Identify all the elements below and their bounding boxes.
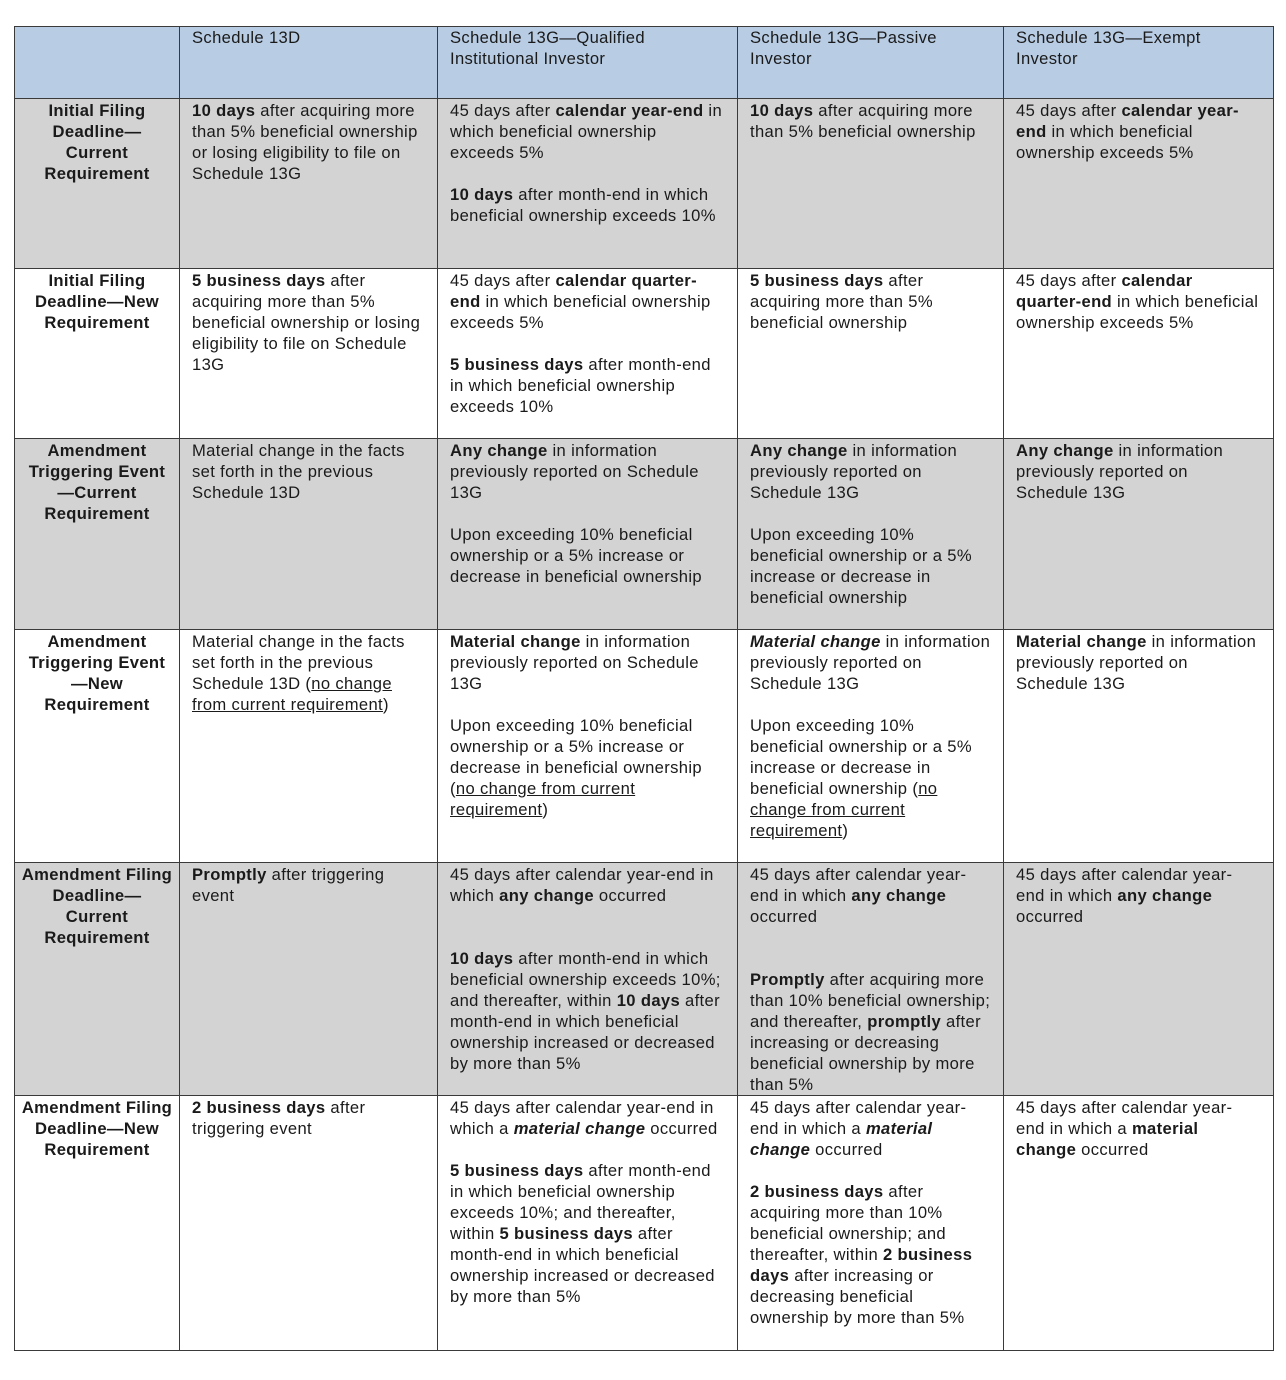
- cell-text: Upon exceeding 10% beneficial ownership or a 5% increase or decrease in beneficial ownership (no change from current requirement): [450, 716, 702, 819]
- cell-13d: [180, 1096, 438, 1351]
- cell-text: 45 days after calendar year-end in which beneficial ownership exceeds 5%: [1016, 101, 1239, 162]
- cell-13g-qualified: [438, 439, 738, 630]
- cell-text: 5 business days after acquiring more than 5% beneficial ownership or losing eligibility to file on Schedule 13G: [192, 271, 421, 374]
- cell-text: Promptly after acquiring more than 10% beneficial ownership; and thereafter, promptly after increasing or decreasing beneficial ownership by more than 5%: [750, 970, 991, 1094]
- col-header-13g-qualified: Schedule 13G—Qualified Institutional Investor: [438, 27, 738, 99]
- cell-text: Material change in information previously reported on Schedule 13G: [450, 632, 699, 693]
- cell-text: Material change in information previously reported on Schedule 13G: [1016, 632, 1257, 693]
- cell-text: Upon exceeding 10% beneficial ownership or a 5% increase or decrease in beneficial ownership: [750, 525, 972, 607]
- cell-13d: [180, 863, 438, 1096]
- cell-13g-exempt: [1004, 439, 1274, 630]
- table-row-amend-deadline-current: [15, 863, 1274, 1096]
- cell-13g-qualified: [438, 99, 738, 269]
- cell-13g-passive: [738, 630, 1004, 863]
- cell-text: Any change in information previously reported on Schedule 13G: [1016, 441, 1224, 502]
- col-header-13g-exempt: Schedule 13G—Exempt Investor: [1004, 27, 1274, 99]
- cell-text: Upon exceeding 10% beneficial ownership or a 5% increase or decrease in beneficial ownership: [450, 525, 702, 586]
- cell-13g-qualified: [438, 1096, 738, 1351]
- schedule-comparison-table: [14, 26, 1274, 1351]
- cell-text: 45 days after calendar quarter-end in which beneficial ownership exceeds 5%: [450, 271, 711, 332]
- cell-13g-passive: [738, 863, 1004, 1096]
- cell-text: 45 days after calendar year-end in which any change occurred: [450, 865, 714, 905]
- cell-13d: [180, 99, 438, 269]
- cell-text: Any change in information previously reported on Schedule 13G: [450, 441, 699, 502]
- cell-13g-passive: [738, 439, 1004, 630]
- cell-13g-exempt: [1004, 1096, 1274, 1351]
- cell-13g-exempt: [1004, 99, 1274, 269]
- cell-13g-passive: [738, 269, 1004, 439]
- cell-text: 5 business days after month-end in which beneficial ownership exceeds 10%; and thereafter, within 5 business days after month-end in which beneficial ownership increased or decreased by more than 5%: [450, 1161, 715, 1306]
- cell-13d: [180, 439, 438, 630]
- cell-text: 2 business days after acquiring more than 10% beneficial ownership; and thereafter, within 2 business days after increasing or decreasing beneficial ownership by more than 5%: [750, 1182, 973, 1327]
- cell-13g-qualified: [438, 863, 738, 1096]
- cell-text: 5 business days after month-end in which beneficial ownership exceeds 10%: [450, 355, 711, 416]
- cell-text: 10 days after acquiring more than 5% beneficial ownership or losing eligibility to file on Schedule 13G: [192, 101, 418, 183]
- cell-13d: [180, 269, 438, 439]
- corner-cell: [15, 27, 180, 99]
- cell-text: 10 days after month-end in which beneficial ownership exceeds 10%: [450, 185, 716, 225]
- cell-text: 5 business days after acquiring more than 5% beneficial ownership: [750, 271, 933, 332]
- cell-text: 45 days after calendar year-end in which any change occurred: [1016, 865, 1233, 926]
- cell-13g-exempt: [1004, 630, 1274, 863]
- cell-text: 10 days after acquiring more than 5% beneficial ownership: [750, 101, 976, 141]
- cell-13g-qualified: [438, 630, 738, 863]
- col-header-13d: Schedule 13D: [180, 27, 438, 99]
- table-row-amend-trigger-new: [15, 630, 1274, 863]
- cell-text: 45 days after calendar year-end in which any change occurred: [750, 865, 967, 926]
- cell-text: 45 days after calendar year-end in which a material change occurred: [750, 1098, 967, 1159]
- header-row: [15, 27, 1274, 99]
- cell-13g-qualified: [438, 269, 738, 439]
- cell-text: 45 days after calendar year-end in which a material change occurred: [1016, 1098, 1233, 1159]
- cell-13g-exempt: [1004, 863, 1274, 1096]
- table-row-amend-deadline-new: [15, 1096, 1274, 1351]
- cell-text: Upon exceeding 10% beneficial ownership or a 5% increase or decrease in beneficial ownership (no change from current requirement): [750, 716, 972, 840]
- cell-text: 45 days after calendar year-end in which beneficial ownership exceeds 5%: [450, 101, 723, 162]
- cell-13g-exempt: [1004, 269, 1274, 439]
- row-header: Amendment Triggering Event—Current Requirement: [15, 439, 180, 630]
- table-row-initial-new: [15, 269, 1274, 439]
- cell-text: 45 days after calendar quarter-end in which beneficial ownership exceeds 5%: [1016, 271, 1259, 332]
- cell-text: 2 business days after triggering event: [192, 1098, 366, 1138]
- cell-text: Any change in information previously reported on Schedule 13G: [750, 441, 958, 502]
- cell-text: Material change in the facts set forth in the previous Schedule 13D (no change from current requirement): [192, 632, 405, 714]
- row-header: Amendment Triggering Event—New Requirement: [15, 630, 180, 863]
- table-row-initial-current: [15, 99, 1274, 269]
- cell-13d: [180, 630, 438, 863]
- cell-text: 45 days after calendar year-end in which a material change occurred: [450, 1098, 718, 1138]
- cell-13g-passive: [738, 99, 1004, 269]
- cell-text: Material change in information previously reported on Schedule 13G: [750, 632, 991, 693]
- cell-13g-passive: [738, 1096, 1004, 1351]
- row-header: Initial Filing Deadline—New Requirement: [15, 269, 180, 439]
- col-header-13g-passive: Schedule 13G—Passive Investor: [738, 27, 1004, 99]
- row-header: Amendment Filing Deadline— Current Requirement: [15, 863, 180, 1096]
- cell-text: 10 days after month-end in which beneficial ownership exceeds 10%; and thereafter, within 10 days after month-end in which beneficial ownership increased or decreased by more than 5%: [450, 949, 721, 1073]
- cell-text: Promptly after triggering event: [192, 865, 385, 905]
- table-row-amend-trigger-current: [15, 439, 1274, 630]
- row-header: Initial Filing Deadline— Current Requirement: [15, 99, 180, 269]
- row-header: Amendment Filing Deadline—New Requirement: [15, 1096, 180, 1351]
- cell-text: Material change in the facts set forth in the previous Schedule 13D: [192, 441, 405, 502]
